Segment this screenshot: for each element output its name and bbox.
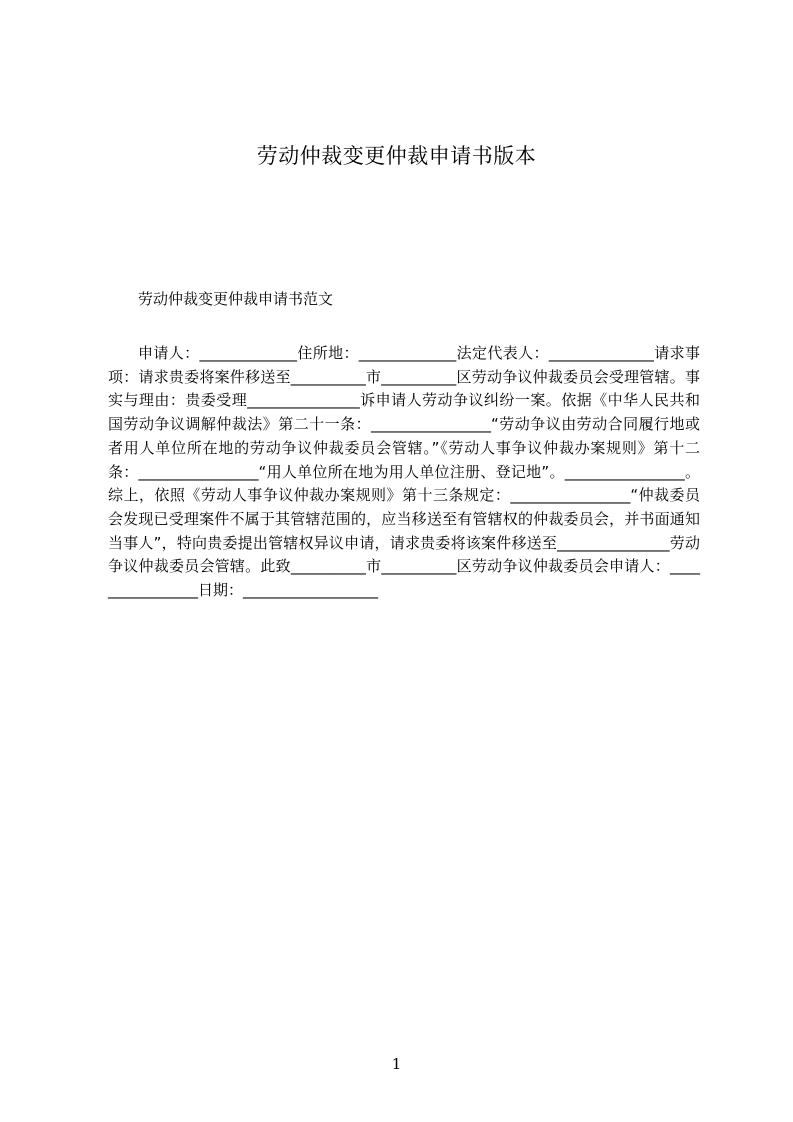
- document-title: 劳动仲裁变更仲裁申请书版本: [256, 144, 537, 168]
- page-number: 1: [391, 1055, 402, 1073]
- document-body-paragraph: 申请人：_____________住所地：_____________法定代表人：______________请求事项：请求贵委将案件移送至__________市__________区劳动争议仲裁委员会受理管辖。事实与理由：贵委受理_______________诉申请人劳动争议纠纷一案。依据《中华人民共和国劳动争议调解仲裁法》第二十一条：________________“劳动争议由劳动合同履行地或者用人单位所在地的劳动争议仲裁委员会管辖。”《劳动人事争议仲裁办案规则》第十二条：________________“用人单位所在地为用人单位注册、登记地”。________________。综上，依照《劳动人事争议仲裁办案规则》第十三条规定：________________“仲裁委员会发现已受理案件不属于其管辖范围的，应当移送至有管辖权的仲裁委员会，并书面通知当事人”，特向贵委提出管辖权异议申请，请求贵委将该案件移送至_______________劳动争议仲裁委员会管辖。此致__________市__________区劳动争议仲裁委员会申请人：________________日期：__________________: [108, 344, 700, 600]
- document-subtitle: 劳动仲裁变更仲裁申请书范文: [138, 290, 334, 308]
